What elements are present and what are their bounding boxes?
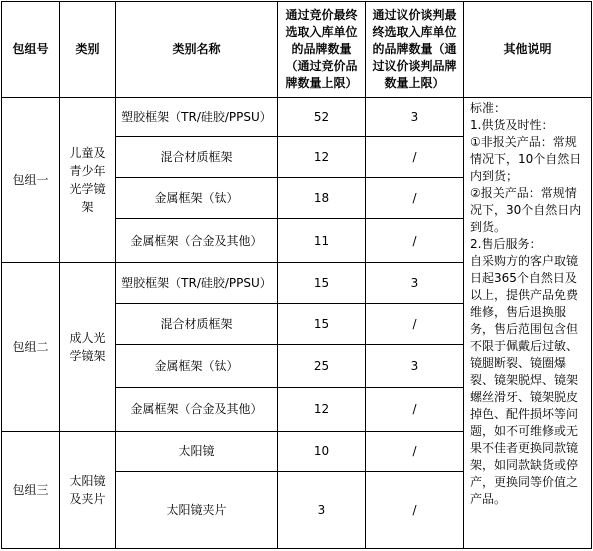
- group-no-cell: 包组二: [2, 263, 60, 431]
- note-line: 标准：: [470, 101, 507, 115]
- negotiation-count-cell: 3: [366, 345, 464, 387]
- bid-count-cell: 52: [278, 98, 366, 137]
- note-line: 1.供货及时性：: [470, 118, 554, 132]
- bid-count-cell: 12: [278, 137, 366, 178]
- brand-quota-table: [1, 1, 592, 549]
- header-group-no: 包组号: [2, 2, 60, 98]
- category-cell: 太阳镜及夹片: [60, 431, 116, 548]
- category-cell: 成人光学镜架: [60, 263, 116, 431]
- note-line: ①非报关产品：常规情况下，10个自然日内到货；: [470, 135, 582, 183]
- bid-count-cell: 11: [278, 219, 366, 263]
- bid-count-cell: 3: [278, 471, 366, 548]
- category-name-cell: 太阳镜夹片: [116, 471, 278, 548]
- negotiation-count-cell: /: [366, 178, 464, 219]
- negotiation-count-cell: 3: [366, 263, 464, 304]
- category-name-cell: 金属框架（钛）: [116, 178, 278, 219]
- bid-count-cell: 10: [278, 431, 366, 471]
- negotiation-count-cell: /: [366, 219, 464, 263]
- category-name-cell: 金属框架（合金及其他）: [116, 387, 278, 431]
- negotiation-count-cell: /: [366, 387, 464, 431]
- other-notes-cell: [464, 98, 592, 549]
- negotiation-count-cell: /: [366, 137, 464, 178]
- category-name-cell: 太阳镜: [116, 431, 278, 471]
- bid-count-cell: 18: [278, 178, 366, 219]
- category-name-cell: 混合材质框架: [116, 304, 278, 345]
- note-line: 自采购方的客户取镜日起365个自然日及以上，提供产品免费维修，售后退换服务，售后范围包含但不限于佩戴后过敏、镜腿断裂、镜圈爆裂、镜架脱焊、镜架螺丝滑牙、镜架脱皮掉色、配件损坏等问题，如不可维修或无果不佳者更换同款镜架，如同款缺货或停产，更换同等价值之产品。: [470, 254, 579, 506]
- negotiation-count-cell: 3: [366, 98, 464, 137]
- table-row: [2, 98, 592, 137]
- category-name-cell: 金属框架（钛）: [116, 345, 278, 387]
- header-category: 类别: [60, 2, 116, 98]
- negotiation-count-cell: /: [366, 431, 464, 471]
- category-name-cell: 塑胶框架（TR/硅胶/PPSU）: [116, 263, 278, 304]
- negotiation-count-cell: /: [366, 304, 464, 345]
- category-name-cell: 塑胶框架（TR/硅胶/PPSU）: [116, 98, 278, 137]
- note-line: 2.售后服务：: [470, 237, 542, 251]
- header-other-notes: 其他说明: [464, 2, 592, 98]
- bid-count-cell: 12: [278, 387, 366, 431]
- header-category-name: 类别名称: [116, 2, 278, 98]
- negotiation-count-cell: /: [366, 471, 464, 548]
- group-no-cell: 包组三: [2, 431, 60, 548]
- category-cell: 儿童及青少年光学镜架: [60, 98, 116, 263]
- category-name-cell: 混合材质框架: [116, 137, 278, 178]
- bid-count-cell: 15: [278, 304, 366, 345]
- group-no-cell: 包组一: [2, 98, 60, 263]
- header-negotiation-brand-count: 通过议价谈判最终选取入库单位的品牌数量（通过议价谈判品牌数量上限）: [366, 2, 464, 98]
- header-bid-brand-count: 通过竞价最终选取入库单位的品牌数量（通过竞价品牌数量上限）: [278, 2, 366, 98]
- bid-count-cell: 25: [278, 345, 366, 387]
- bid-count-cell: 15: [278, 263, 366, 304]
- header-row: [2, 2, 592, 98]
- category-name-cell: 金属框架（合金及其他）: [116, 219, 278, 263]
- note-line: ②报关产品：常规情况下，30个自然日内到货。: [470, 186, 582, 234]
